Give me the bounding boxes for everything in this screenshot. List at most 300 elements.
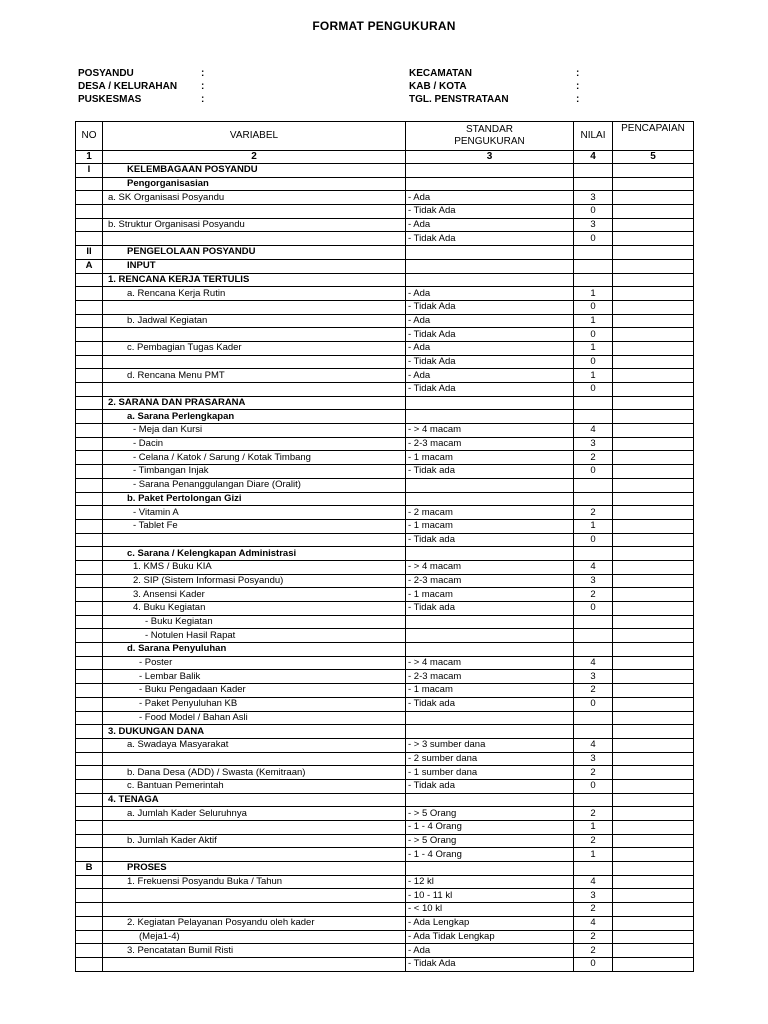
standar-cell <box>406 725 574 739</box>
nilai-cell: 2 <box>574 807 613 821</box>
pencapaian-cell <box>613 889 694 903</box>
variabel-cell: 2. SIP (Sistem Informasi Posyandu) <box>103 574 406 588</box>
nilai-cell: 4 <box>574 738 613 752</box>
variabel-cell: - Timbangan Injak <box>103 465 406 479</box>
variabel-cell <box>103 752 406 766</box>
pencapaian-cell <box>613 862 694 876</box>
nilai-cell <box>574 246 613 260</box>
nilai-cell: 2 <box>574 506 613 520</box>
pencapaian-cell <box>613 232 694 246</box>
pencapaian-cell <box>613 410 694 424</box>
table-row <box>76 533 694 547</box>
column-number: 4 <box>574 151 613 164</box>
row-number-cell <box>76 341 103 355</box>
column-number: 1 <box>76 151 103 164</box>
standar-cell: - Tidak ada <box>406 779 574 793</box>
nilai-cell: 0 <box>574 602 613 616</box>
table-row <box>76 451 694 465</box>
row-number-cell <box>76 273 103 287</box>
table-row <box>76 246 694 260</box>
nilai-cell <box>574 615 613 629</box>
standar-cell <box>406 246 574 260</box>
nilai-cell: 4 <box>574 560 613 574</box>
nilai-cell: 1 <box>574 287 613 301</box>
variabel-cell: a. Jumlah Kader Seluruhnya <box>103 807 406 821</box>
table-row <box>76 588 694 602</box>
row-number-cell <box>76 314 103 328</box>
table-row <box>76 424 694 438</box>
nilai-cell: 0 <box>574 328 613 342</box>
variabel-cell <box>103 232 406 246</box>
nilai-cell: 4 <box>574 875 613 889</box>
table-row <box>76 560 694 574</box>
row-number-cell <box>76 383 103 397</box>
standar-cell: - 2-3 macam <box>406 574 574 588</box>
standar-cell: - 2-3 macam <box>406 437 574 451</box>
row-number-cell <box>76 725 103 739</box>
variabel-cell <box>103 821 406 835</box>
nilai-cell: 3 <box>574 191 613 205</box>
header-field-posyandu <box>78 67 205 80</box>
table-row <box>76 725 694 739</box>
table-row <box>76 465 694 479</box>
pencapaian-cell <box>613 916 694 930</box>
column-header-no: NO <box>76 122 103 151</box>
table-row <box>76 916 694 930</box>
table-row <box>76 300 694 314</box>
nilai-cell <box>574 177 613 191</box>
nilai-cell: 3 <box>574 218 613 232</box>
table-row <box>76 218 694 232</box>
header-field-puskesmas <box>78 93 205 106</box>
nilai-cell: 0 <box>574 300 613 314</box>
field-colon: : <box>576 68 580 79</box>
standar-cell <box>406 862 574 876</box>
column-header-standar <box>406 122 574 151</box>
variabel-cell <box>103 328 406 342</box>
variabel-cell <box>103 383 406 397</box>
variabel-cell: a. Rencana Kerja Rutin <box>103 287 406 301</box>
variabel-cell: a. SK Organisasi Posyandu <box>103 191 406 205</box>
standar-cell: - Ada <box>406 341 574 355</box>
table-number-row <box>76 151 694 164</box>
table-row <box>76 232 694 246</box>
standar-cell: - Tidak ada <box>406 602 574 616</box>
pencapaian-cell <box>613 424 694 438</box>
pencapaian-cell <box>613 465 694 479</box>
row-number-cell <box>76 779 103 793</box>
pencapaian-cell <box>613 738 694 752</box>
nilai-cell: 0 <box>574 355 613 369</box>
field-label: TGL. PENSTRATAAN <box>409 94 509 105</box>
pencapaian-cell <box>613 930 694 944</box>
table-row <box>76 314 694 328</box>
header-field-kab-kota <box>409 80 580 93</box>
field-colon: : <box>201 94 205 105</box>
row-number-cell: I <box>76 164 103 178</box>
table-row <box>76 793 694 807</box>
variabel-cell: - Lembar Balik <box>103 670 406 684</box>
nilai-cell: 1 <box>574 821 613 835</box>
row-number-cell <box>76 465 103 479</box>
row-number-cell <box>76 684 103 698</box>
table-row <box>76 177 694 191</box>
variabel-cell: 4. Buku Kegiatan <box>103 602 406 616</box>
nilai-cell: 0 <box>574 383 613 397</box>
row-number-cell <box>76 738 103 752</box>
measurement-table <box>75 121 694 972</box>
pencapaian-cell <box>613 875 694 889</box>
standar-cell: - > 4 macam <box>406 424 574 438</box>
header-field-desa-kelurahan <box>78 80 205 93</box>
field-colon: : <box>201 81 205 92</box>
row-number-cell <box>76 205 103 219</box>
row-number-cell <box>76 711 103 725</box>
pencapaian-cell <box>613 957 694 971</box>
field-label: KECAMATAN <box>409 68 472 79</box>
standar-cell: - > 4 macam <box>406 560 574 574</box>
nilai-cell: 3 <box>574 574 613 588</box>
variabel-cell: - Buku Pengadaan Kader <box>103 684 406 698</box>
standar-cell: - > 5 Orang <box>406 807 574 821</box>
standar-cell: - 2 sumber dana <box>406 752 574 766</box>
variabel-cell <box>103 533 406 547</box>
table-row <box>76 383 694 397</box>
standar-cell <box>406 478 574 492</box>
row-number-cell <box>76 793 103 807</box>
nilai-cell: 0 <box>574 533 613 547</box>
standar-cell: - Ada Tidak Lengkap <box>406 930 574 944</box>
table-row <box>76 602 694 616</box>
nilai-cell <box>574 478 613 492</box>
pencapaian-cell <box>613 821 694 835</box>
nilai-cell: 3 <box>574 670 613 684</box>
standar-cell <box>406 629 574 643</box>
pencapaian-cell <box>613 287 694 301</box>
table-row <box>76 205 694 219</box>
table-row <box>76 643 694 657</box>
table-row <box>76 191 694 205</box>
table-row <box>76 738 694 752</box>
row-number-cell <box>76 300 103 314</box>
table-row <box>76 944 694 958</box>
standar-cell: - 1 - 4 Orang <box>406 821 574 835</box>
table-row <box>76 259 694 273</box>
row-number-cell <box>76 232 103 246</box>
row-number-cell <box>76 451 103 465</box>
standar-cell <box>406 547 574 561</box>
pencapaian-cell <box>613 451 694 465</box>
pencapaian-cell <box>613 779 694 793</box>
pencapaian-cell <box>613 670 694 684</box>
table-row <box>76 656 694 670</box>
table-row <box>76 341 694 355</box>
nilai-cell: 0 <box>574 957 613 971</box>
variabel-cell: - Poster <box>103 656 406 670</box>
variabel-cell: d. Rencana Menu PMT <box>103 369 406 383</box>
pencapaian-cell <box>613 903 694 917</box>
pencapaian-cell <box>613 643 694 657</box>
pencapaian-cell <box>613 519 694 533</box>
variabel-cell <box>103 205 406 219</box>
standar-cell: - 2-3 macam <box>406 670 574 684</box>
pencapaian-cell <box>613 177 694 191</box>
nilai-cell: 2 <box>574 834 613 848</box>
nilai-cell: 1 <box>574 519 613 533</box>
variabel-cell: 1. Frekuensi Posyandu Buka / Tahun <box>103 875 406 889</box>
standar-cell: - Tidak Ada <box>406 328 574 342</box>
standar-cell <box>406 615 574 629</box>
nilai-cell: 0 <box>574 232 613 246</box>
row-number-cell <box>76 615 103 629</box>
pencapaian-cell <box>613 602 694 616</box>
variabel-cell: - Paket Penyuluhan KB <box>103 697 406 711</box>
table-row <box>76 697 694 711</box>
variabel-cell: 4. TENAGA <box>103 793 406 807</box>
variabel-cell: b. Paket Pertolongan Gizi <box>103 492 406 506</box>
standar-cell: - > 4 macam <box>406 656 574 670</box>
pencapaian-cell <box>613 533 694 547</box>
pencapaian-cell <box>613 697 694 711</box>
standar-cell <box>406 410 574 424</box>
table-row <box>76 629 694 643</box>
variabel-cell: d. Sarana Penyuluhan <box>103 643 406 657</box>
row-number-cell <box>76 848 103 862</box>
nilai-cell <box>574 492 613 506</box>
pencapaian-cell <box>613 369 694 383</box>
nilai-cell: 3 <box>574 889 613 903</box>
nilai-cell: 1 <box>574 314 613 328</box>
pencapaian-cell <box>613 273 694 287</box>
row-number-cell <box>76 957 103 971</box>
variabel-cell: 1. KMS / Buku KIA <box>103 560 406 574</box>
variabel-cell: - Tablet Fe <box>103 519 406 533</box>
row-number-cell <box>76 656 103 670</box>
table-row <box>76 492 694 506</box>
nilai-cell: 0 <box>574 697 613 711</box>
standar-cell <box>406 164 574 178</box>
nilai-cell <box>574 725 613 739</box>
standar-cell <box>406 711 574 725</box>
pencapaian-cell <box>613 355 694 369</box>
nilai-cell: 1 <box>574 369 613 383</box>
variabel-cell: INPUT <box>103 259 406 273</box>
pencapaian-cell <box>613 560 694 574</box>
row-number-cell <box>76 424 103 438</box>
row-number-cell <box>76 889 103 903</box>
table-row <box>76 862 694 876</box>
variabel-cell <box>103 903 406 917</box>
row-number-cell <box>76 602 103 616</box>
variabel-cell: 2. SARANA DAN PRASARANA <box>103 396 406 410</box>
standar-cell: - 2 macam <box>406 506 574 520</box>
variabel-cell: - Meja dan Kursi <box>103 424 406 438</box>
nilai-cell <box>574 793 613 807</box>
row-number-cell: II <box>76 246 103 260</box>
row-number-cell <box>76 643 103 657</box>
row-number-cell <box>76 916 103 930</box>
nilai-cell <box>574 643 613 657</box>
variabel-cell: b. Jumlah Kader Aktif <box>103 834 406 848</box>
table-row <box>76 875 694 889</box>
standar-cell: - Ada <box>406 191 574 205</box>
standar-cell: - Tidak Ada <box>406 205 574 219</box>
table-row <box>76 287 694 301</box>
nilai-cell <box>574 862 613 876</box>
pencapaian-cell <box>613 396 694 410</box>
pencapaian-cell <box>613 752 694 766</box>
row-number-cell <box>76 287 103 301</box>
table-body <box>76 164 694 972</box>
table-header-row <box>76 122 694 151</box>
column-header-variabel: VARIABEL <box>103 122 406 151</box>
standar-cell <box>406 177 574 191</box>
row-number-cell <box>76 588 103 602</box>
pencapaian-cell <box>613 246 694 260</box>
field-label: KAB / KOTA <box>409 81 467 92</box>
column-header-nilai: NILAI <box>574 122 613 151</box>
pencapaian-cell <box>613 615 694 629</box>
standar-cell: - 10 - 11 kl <box>406 889 574 903</box>
nilai-cell: 1 <box>574 341 613 355</box>
standar-cell <box>406 643 574 657</box>
row-number-cell <box>76 396 103 410</box>
row-number-cell <box>76 560 103 574</box>
field-colon: : <box>576 81 580 92</box>
variabel-cell: Pengorganisasian <box>103 177 406 191</box>
nilai-cell: 2 <box>574 944 613 958</box>
row-number-cell <box>76 807 103 821</box>
variabel-cell: 3. Pencatatan Bumil Risti <box>103 944 406 958</box>
pencapaian-cell <box>613 205 694 219</box>
variabel-cell <box>103 355 406 369</box>
table-row <box>76 478 694 492</box>
standar-cell: - Ada <box>406 944 574 958</box>
nilai-cell <box>574 629 613 643</box>
standar-cell: - Tidak Ada <box>406 355 574 369</box>
standar-cell: - < 10 kl <box>406 903 574 917</box>
standar-cell: - 1 - 4 Orang <box>406 848 574 862</box>
standar-cell <box>406 259 574 273</box>
standar-cell: - Tidak ada <box>406 533 574 547</box>
table-row <box>76 670 694 684</box>
variabel-cell <box>103 848 406 862</box>
table-row <box>76 711 694 725</box>
nilai-cell: 2 <box>574 588 613 602</box>
pencapaian-cell <box>613 547 694 561</box>
pencapaian-cell <box>613 725 694 739</box>
pencapaian-cell <box>613 328 694 342</box>
row-number-cell <box>76 355 103 369</box>
variabel-cell: PROSES <box>103 862 406 876</box>
pencapaian-cell <box>613 793 694 807</box>
table-row <box>76 574 694 588</box>
standar-cell: - Tidak Ada <box>406 957 574 971</box>
variabel-cell: - Vitamin A <box>103 506 406 520</box>
pencapaian-cell <box>613 164 694 178</box>
nilai-cell: 4 <box>574 656 613 670</box>
pencapaian-cell <box>613 834 694 848</box>
table-row <box>76 164 694 178</box>
row-number-cell <box>76 410 103 424</box>
table-row <box>76 410 694 424</box>
standar-cell: - > 3 sumber dana <box>406 738 574 752</box>
pencapaian-cell <box>613 766 694 780</box>
standar-cell: - Tidak Ada <box>406 383 574 397</box>
variabel-cell: 3. Ansensi Kader <box>103 588 406 602</box>
document-title: FORMAT PENGUKURAN <box>312 19 456 33</box>
row-number-cell <box>76 752 103 766</box>
row-number-cell <box>76 191 103 205</box>
standar-cell: - 12 kl <box>406 875 574 889</box>
variabel-cell: (Meja1-4) <box>103 930 406 944</box>
column-number: 3 <box>406 151 574 164</box>
column-number: 5 <box>613 151 694 164</box>
field-label: DESA / KELURAHAN <box>78 81 178 92</box>
pencapaian-cell <box>613 574 694 588</box>
table-row <box>76 355 694 369</box>
row-number-cell <box>76 177 103 191</box>
table-row <box>76 821 694 835</box>
variabel-cell: - Food Model / Bahan Asli <box>103 711 406 725</box>
table-row <box>76 834 694 848</box>
field-colon: : <box>201 68 205 79</box>
field-label: POSYANDU <box>78 68 134 79</box>
row-number-cell <box>76 437 103 451</box>
row-number-cell <box>76 574 103 588</box>
nilai-cell <box>574 410 613 424</box>
column-header-pencapaian: PENCAPAIAN <box>613 122 694 151</box>
standar-cell: - Ada Lengkap <box>406 916 574 930</box>
pencapaian-cell <box>613 807 694 821</box>
table-row <box>76 328 694 342</box>
row-number-cell <box>76 478 103 492</box>
table-row <box>76 779 694 793</box>
nilai-cell: 0 <box>574 465 613 479</box>
variabel-cell <box>103 957 406 971</box>
variabel-cell: a. Swadaya Masyarakat <box>103 738 406 752</box>
standar-cell: - 1 macam <box>406 451 574 465</box>
row-number-cell <box>76 944 103 958</box>
standar-cell <box>406 396 574 410</box>
nilai-cell: 0 <box>574 779 613 793</box>
table-row <box>76 957 694 971</box>
table-row <box>76 848 694 862</box>
row-number-cell <box>76 328 103 342</box>
pencapaian-cell <box>613 588 694 602</box>
pencapaian-cell <box>613 341 694 355</box>
variabel-cell: PENGELOLAAN POSYANDU <box>103 246 406 260</box>
nilai-cell: 2 <box>574 930 613 944</box>
table-row <box>76 273 694 287</box>
table-row <box>76 930 694 944</box>
variabel-cell: a. Sarana Perlengkapan <box>103 410 406 424</box>
table-row <box>76 807 694 821</box>
standar-cell: - Ada <box>406 218 574 232</box>
variabel-cell: 3. DUKUNGAN DANA <box>103 725 406 739</box>
variabel-cell: - Dacin <box>103 437 406 451</box>
nilai-cell <box>574 273 613 287</box>
row-number-cell <box>76 533 103 547</box>
table-row <box>76 396 694 410</box>
pencapaian-cell <box>613 478 694 492</box>
nilai-cell: 0 <box>574 205 613 219</box>
nilai-cell <box>574 547 613 561</box>
pencapaian-cell <box>613 848 694 862</box>
row-number-cell <box>76 903 103 917</box>
row-number-cell <box>76 930 103 944</box>
row-number-cell <box>76 547 103 561</box>
